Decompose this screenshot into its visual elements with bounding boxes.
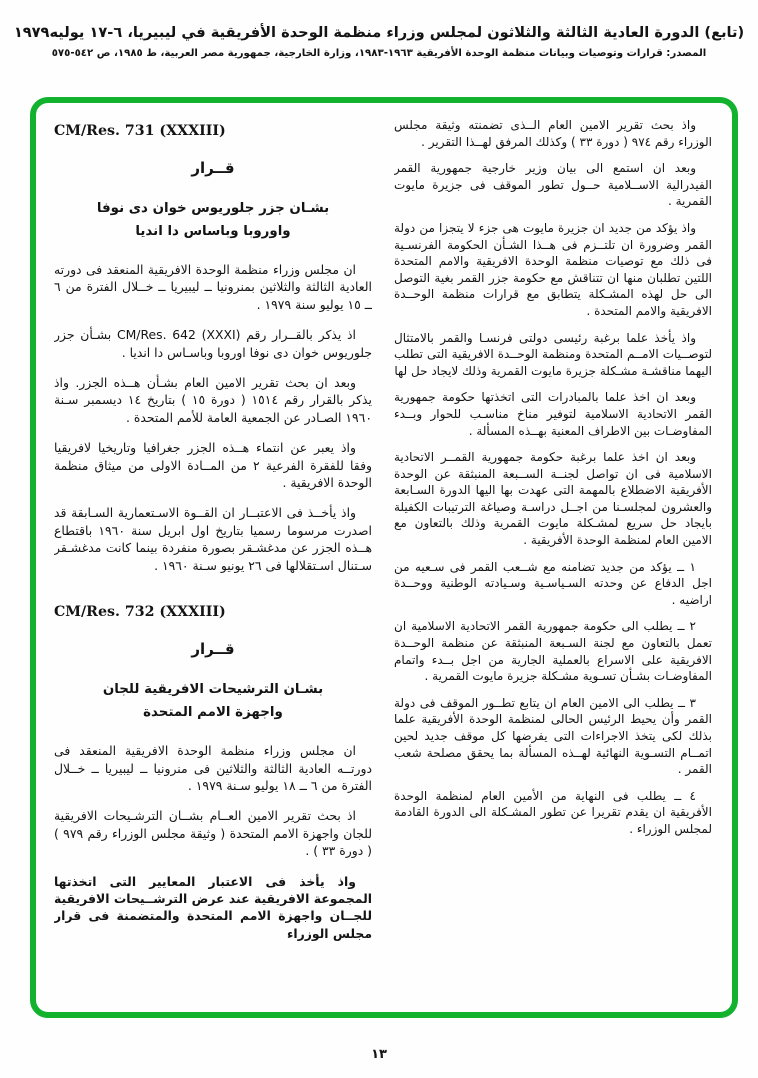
resolution-code-731: CM/Res. 731 (XXXIII) — [54, 123, 226, 139]
resolution-subject — [54, 197, 372, 243]
source-line: المصدر: قرارات وتوصيات وبيانات منظمة الوحدة الأفريقية ١٩٦٣-١٩٨٣، وزارة الخارجية، جمهورية مصر العربية، ط ١٩٨٥، ص ٥٤٢-٥٧٥ — [51, 48, 707, 59]
body-paragraph: وبعد ان استمع الى بيان وزير خارجية جمهورية القمر الفيدرالية الاســلامية حــول تطور الموقف فى جزيرة مايوت القمرية . — [394, 161, 712, 209]
body-paragraph: وبعد ان بحث تقرير الامين العام بشـأن هــذه الجزر. واذ يذكر بالقرار رقم ١٥١٤ ( دورة ١٥ ) بتاريخ ١٤ ديسمبر سـنة ١٩٦٠ الصـادر عن الجمعية العامة للأمم المتحدة . — [54, 375, 372, 425]
numbered-clause-4: ٤ ــ يطلب فى النهاية من الأمين العام لمنظمة الوحدة الأفريقية ان يقدم تقريرا عن تطور المشـكلة الى الدورة القادمة لمجلس الوزراء . — [394, 788, 712, 836]
resolution-subject — [54, 678, 372, 724]
body-paragraph: وبعد ان اخذ علما بالمبادرات التى اتخذتها حكومة جمهورية القمر الاتحادية الاسلامية لتوفير مناخ مناسـب للحوار وبــدء المفاوضـات بين الاطراف المعنية بهــذه المسألة . — [394, 390, 712, 438]
numbered-clause-1: ١ ــ يؤكد من جديد تضامنه مع شــعب القمر فى سـعيه من اجل الدفاع عن وحدته السـياسـية وسـيادته الوطنية ووحــدة اراضيه . — [394, 559, 712, 607]
resolution-subtitle-line: بشـان جزر جلوريوس خوان دى نوفا — [96, 201, 330, 216]
session-title: (تابع) الدورة العادية الثالثة والثلاثون لمجلس وزراء منظمة الوحدة الأفريقية في ليبيريا، ٦-١٧ يوليه١٩٧٩ — [13, 24, 745, 41]
body-paragraph: ان مجلس وزراء منظمة الوحدة الافريقية المنعقد فى دورتــه العادية الثالثة والثلاثين فى منرونيا ــ ليبيريا ــ خــلال الفترة من ٦ ــ ١٨ يوليو سـنة ١٩٧٩ . — [54, 743, 372, 793]
resolution-subtitle-line: بشـان الترشيحات الافريقية للجان — [102, 682, 324, 698]
body-paragraph: اذ بحث تقرير الامين العــام بشــان الترشـيحات الافريقية للجان واجهزة الامم المتحدة ( وثيقة مجلس الوزراء رقم ٩٧٩ ) ( دورة ٣٣ ) . — [54, 808, 372, 859]
resolution-732 — [54, 604, 372, 942]
body-paragraph: ان مجلس وزراء منظمة الوحدة الافريقية المنعقد فى دورته العادية الثالثة والثلاثين بمنرونيا ــ ليبيريا ــ خــلال الفترة من ٦ ــ ١٥ يوليو سنة ١٩٧٩ . — [54, 262, 372, 312]
resolution-subtitle-line: واجهزة الامم المتحدة — [143, 705, 283, 721]
resolution-subtitle-line: واوروبا وباساس دا انديا — [135, 224, 291, 239]
column-right-continuation — [394, 117, 712, 1004]
resolution-code-732: CM/Res. 732 (XXXIII) — [54, 604, 226, 621]
body-paragraph: وبعد ان اخذ علما برغبة حكومة جمهورية القمــر الاتحادية الاسلامية فى ان تواصل لجنــة الســبعة المنبثقة عن الوحدة الأفريقية الاضطلاع بالمهمة التى عهدت بها اليها الدورة السـابعة والعشرون لمجلسـنا من اجــل دراسـة وصياغة الترتيبات الكفيلة بايجاد حل سريع لمشـكلة مايوت القمرية وذلك بالتعاون مع الامين العام لمنظمة الوحدة الأفريقية . — [394, 450, 712, 548]
body-paragraph: واذ يأخذ علما برغبة رئيسى دولتى فرنسـا والقمر بالامتثال لتوصــيات الامــم المتحدة ومنظمة الوحــدة الافريقية التى تطلب اليهما مناقشـة مشـكلة جزيرة مايوت القمرية وذلك لايجاد حل لها — [394, 330, 712, 378]
page-number: ١٣ — [371, 1047, 387, 1062]
body-paragraph: واذ يؤكد من جديد ان جزيرة مايوت هى جزء لا يتجزا من دولة القمر وضرورة ان تلتــزم فى هــذا الشـأن الحكومة الفرنسـية فى ذلك مع توصيات منظمة الوحدة الافريقية والامم المتحدة اللتين تطلبان منها ان تتناقش مع حكومة جزر القمر بغية التوصل الى حل لهذه المشـكلة يتطابق مع قرارات منظمة الوحــدة الافريقية والامم المتحدة . — [394, 220, 712, 318]
two-column-text — [54, 117, 712, 1004]
body-paragraph: واذ يعبر عن انتماء هــذه الجزر جغرافيا وتاريخيا لافريقيا وفقا للفقرة الفرعية ٢ من المــادة الاولى من ميثاق منظمة الوحدة الافريقية . — [54, 440, 372, 491]
column-left-resolutions — [54, 117, 372, 1004]
page-header — [0, 0, 758, 59]
numbered-clause-3: ٣ ــ يطلب الى الامين العام ان يتابع تطــور الموقف فى دولة القمر وأن يحيط الرئيس الحالى لمنظمة الوحدة الأفريقية علما بذلك لكى يتخذ الاجراءات التى يفرضها كل موقف جديد لحين اتمــام التسـوية النهائية لهــذه المسألة بما يحقق مصلحة شعب القمر . — [394, 695, 712, 777]
body-paragraph: واذ يأخــذ فى الاعتبــار ان القــوة الاسـتعمارية السـابقة قد اصدرت مرسوما رسميا بتاريخ اول ابريل سنة ١٩٦٠ باقتطاع هــذه الجزر عن مدغشـقر بصورة منفردة بينما كانت مدغشـقر سـتنال اسـتقلالها فى ٢٦ يونيو سـنة ١٩٦٠ . — [54, 505, 372, 573]
resolution-731 — [54, 123, 372, 574]
green-border-frame — [30, 97, 738, 1018]
body-paragraph: واذ بحث تقرير الامين العام الــذى تضمنته وثيقة مجلس الوزراء رقم ٩٧٤ ( دورة ٣٣ ) وكذلك المرفق لهــذا التقرير . — [394, 118, 712, 149]
body-paragraph: اذ يذكر بالقــرار رقم CM/Res. 642 (XXXI) بشـأن جزر جلوريوس خوان دى نوفا اوروبا وباسـاس دا انديا . — [54, 327, 372, 360]
numbered-clause-2: ٢ ــ يطلب الى حكومة جمهورية القمر الاتحادية الاسلامية ان تعمل بالتعاون مع لجنة السـبعة المنبثقة عن منظمة الوحــدة الافريقية على الاسراع بالعملية الجارية من اجل بــدء واتمام المفاوضـات بشـأن تسـوية مشـكلة جزيرة مايوت القمرية . — [394, 619, 712, 684]
resolution-title: قــرار — [191, 640, 235, 659]
resolution-title: قــرار — [191, 159, 235, 177]
body-paragraph: واذ يأخذ فى الاعتبار المعايير التى اتخذتها المجموعة الافريقية عند عرض الترشــيحات الافريقية للجــان واجهزة الامم المتحدة والمتضمنة فى قرار مجلس الوزراء — [54, 873, 372, 941]
